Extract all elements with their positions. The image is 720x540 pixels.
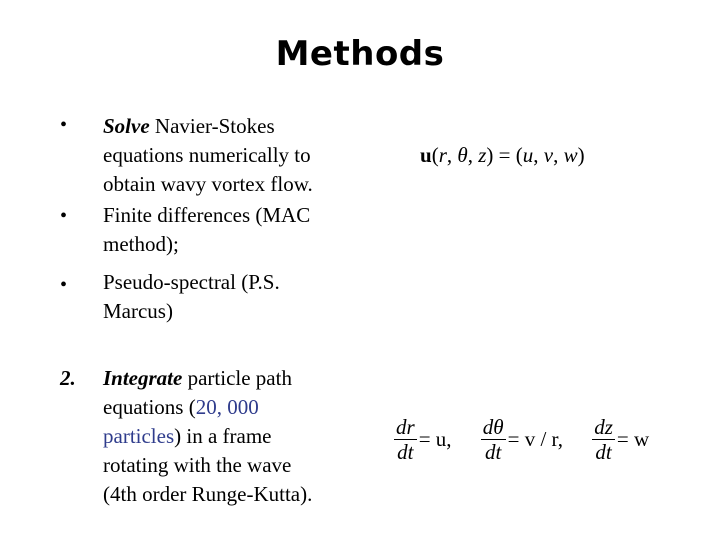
bullet-3-line-1: Pseudo-spectral (P.S.	[103, 270, 280, 294]
numerator: dr	[396, 415, 415, 439]
bullet-3-line-2: Marcus)	[103, 299, 173, 323]
item-2-line-2-text: equations (	[103, 395, 196, 419]
bullet-1-line-1	[103, 114, 275, 138]
rhs-2: = v / r,	[507, 427, 563, 451]
bullet-2-line-2: method);	[103, 232, 179, 256]
numerator: dz	[594, 415, 613, 439]
denominator: dt	[595, 440, 612, 464]
bullet-2-line-1: Finite differences (MAC	[103, 203, 311, 227]
denominator: dt	[485, 440, 502, 464]
rhs-3: = w	[616, 427, 650, 451]
item-2-line-1	[103, 366, 292, 390]
emphasis-solve: Solve	[103, 114, 150, 138]
bullet-1-line-2: equations numerically to	[103, 143, 311, 167]
bullet-marker: •	[60, 274, 68, 296]
rhs-1: = u,	[418, 427, 452, 451]
bullet-marker: •	[60, 205, 68, 227]
numerator: dθ	[482, 415, 504, 439]
item-number: 2.	[60, 366, 76, 390]
fraction-dz-dt	[592, 415, 615, 464]
particle-path-equations	[392, 415, 649, 464]
item-2-line-5: (4th order Runge-Kutta).	[103, 482, 313, 506]
item-2-line-3	[103, 424, 272, 448]
bullet-marker: •	[60, 114, 68, 136]
bullet-1-line-1-rest: Navier-Stokes	[149, 114, 275, 138]
slide-title: Methods	[275, 34, 445, 74]
item-2-line-2	[103, 395, 259, 419]
fraction-dr-dt	[394, 415, 417, 464]
item-2-line-4: rotating with the wave	[103, 453, 292, 477]
particle-count: 20, 000	[195, 395, 259, 419]
denominator: dt	[397, 440, 414, 464]
fraction-dtheta-dt	[481, 415, 506, 464]
bullet-1-line-3: obtain wavy vortex flow.	[103, 172, 313, 196]
item-2-line-1-rest: particle path	[182, 366, 292, 390]
velocity-equation: u(r, θ, z) = (u, v, w)	[420, 143, 585, 167]
emphasis-integrate: Integrate	[103, 366, 183, 390]
item-2-line-3-text: ) in a frame	[174, 424, 272, 448]
particles-word: particles	[103, 424, 175, 448]
